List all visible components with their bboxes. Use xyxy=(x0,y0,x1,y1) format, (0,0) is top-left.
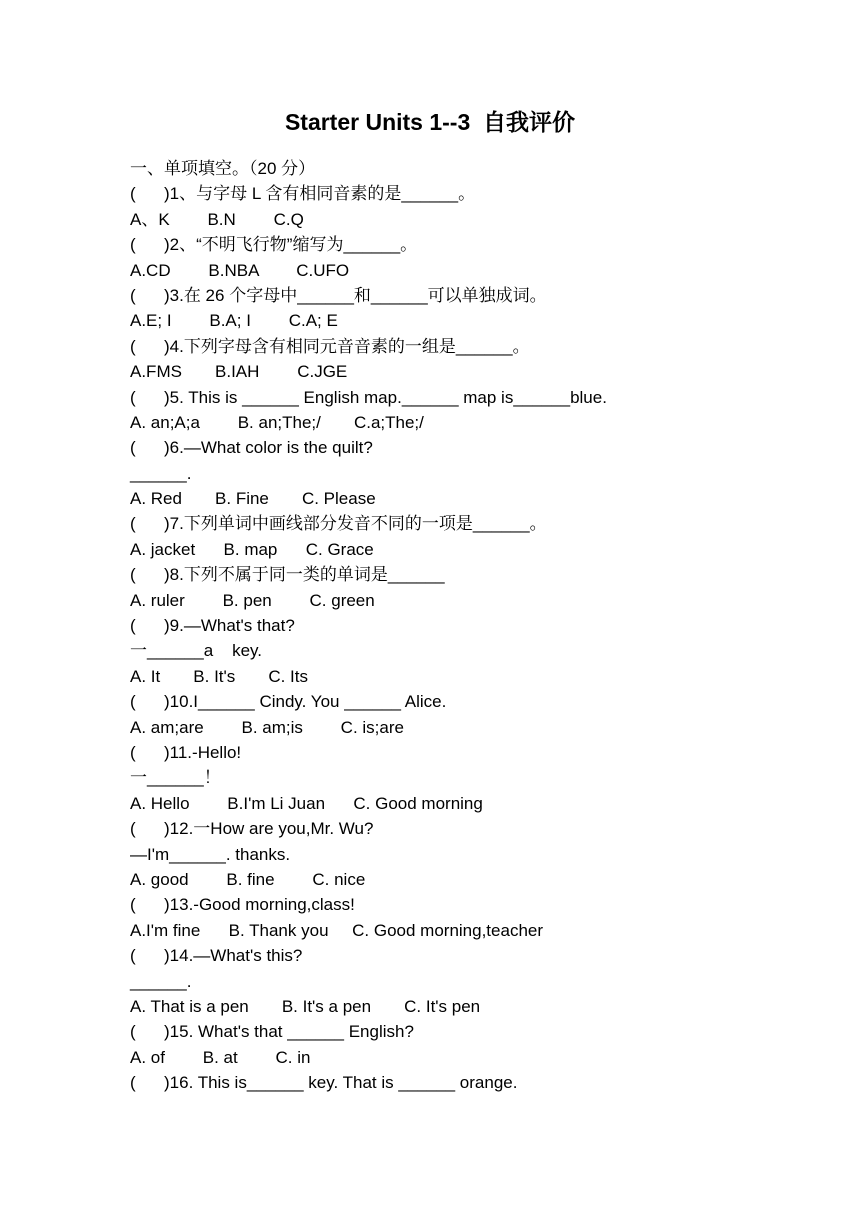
options-7: A. jacket B. map C. Grace xyxy=(130,539,374,559)
question-7: ( )7.下列单词中画线部分发音不同的一项是______。 xyxy=(130,514,547,534)
question-12: ( )12.一How are you,Mr. Wu? xyxy=(130,819,374,839)
document-title: Starter Units 1--3 自我评价 xyxy=(284,109,576,135)
options-2: A.CD B.NBA C.UFO xyxy=(130,260,350,280)
options-8: A. ruler B. pen C. green xyxy=(130,590,375,610)
options-10: A. am;are B. am;is C. is;are xyxy=(130,717,404,737)
question-15: ( )15. What's that ______ English? xyxy=(130,1022,414,1042)
options-12: A. good B. fine C. nice xyxy=(130,869,366,889)
question-11: ( )11.-Hello! xyxy=(130,742,242,762)
options-15: A. of B. at C. in xyxy=(130,1047,311,1067)
question-9: ( )9.—What's that? xyxy=(130,616,295,636)
question-11-response: 一______！ xyxy=(130,768,221,788)
question-8: ( )8.下列不属于同一类的单词是______ xyxy=(130,565,445,585)
options-13: A.I'm fine B. Thank you C. Good morning,teacher xyxy=(130,920,544,940)
question-1: ( )1、与字母 L 含有相同音素的是______。 xyxy=(130,184,476,204)
question-9-response: 一______a key. xyxy=(130,641,262,661)
section-heading: 一、单项填空。（20 分） xyxy=(130,159,316,178)
question-13: ( )13.-Good morning,class! xyxy=(130,895,355,915)
document-body xyxy=(130,156,830,1095)
options-11: A. Hello B.I'm Li Juan C. Good morning xyxy=(130,793,483,813)
question-10: ( )10.I______ Cindy. You ______ Alice. xyxy=(130,692,447,712)
options-9: A. It B. It's C. Its xyxy=(130,666,309,686)
question-5: ( )5. This is ______ English map.______ map is______blue. xyxy=(130,387,607,407)
question-3: ( )3.在 26 个字母中______和______可以单独成词。 xyxy=(130,285,547,305)
question-6-response: ______. xyxy=(130,463,192,483)
question-14-response: ______. xyxy=(130,971,192,991)
options-4: A.FMS B.IAH C.JGE xyxy=(130,362,348,382)
question-2: ( )2、“不明飞行物”缩写为______。 xyxy=(130,235,418,255)
options-6: A. Red B. Fine C. Please xyxy=(130,489,376,509)
question-14: ( )14.—What's this? xyxy=(130,946,303,966)
options-3: A.E; I B.A; I C.A; E xyxy=(130,311,338,331)
question-12-response: —I'm______. thanks. xyxy=(130,844,291,864)
options-5: A. an;A;a B. an;The;/ C.a;The;/ xyxy=(130,412,424,432)
question-6: ( )6.—What color is the quilt? xyxy=(130,438,373,458)
options-1: A、K B.N C.Q xyxy=(130,209,304,229)
question-16: ( )16. This is______ key. That is ______ orange. xyxy=(130,1073,518,1093)
question-4: ( )4.下列字母含有相同元音音素的一组是______。 xyxy=(130,336,530,356)
options-14: A. That is a pen B. It's a pen C. It's pen xyxy=(130,996,481,1016)
